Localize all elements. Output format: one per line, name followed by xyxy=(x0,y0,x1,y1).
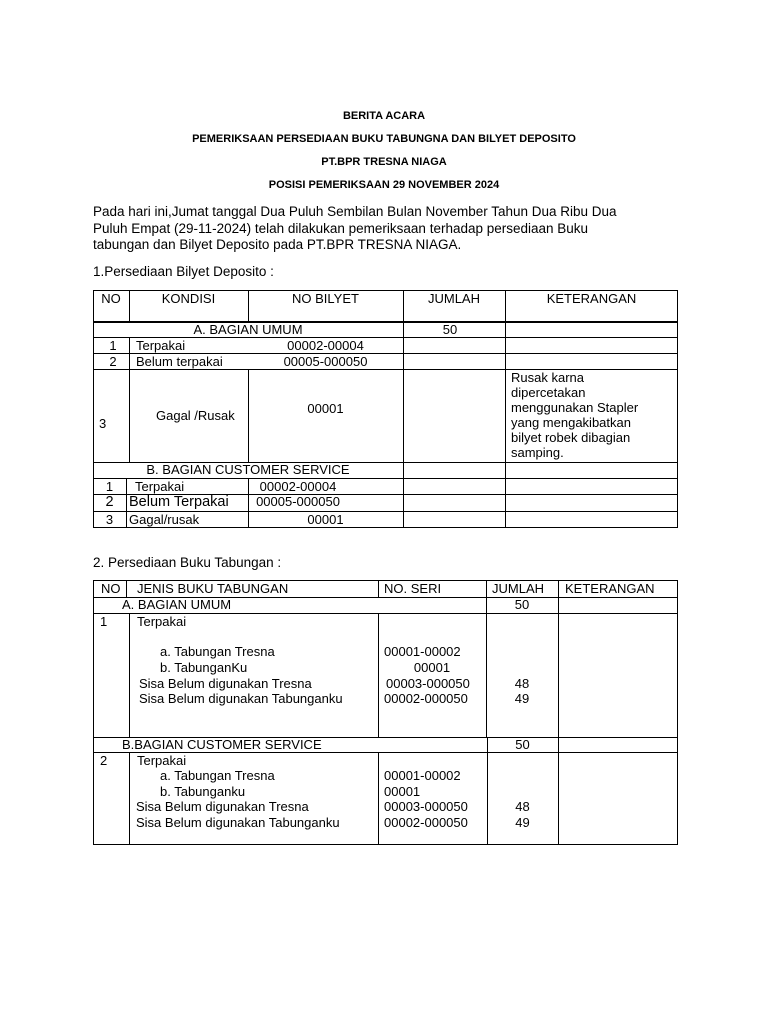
doc-subtitle: PEMERIKSAAN PERSEDIAAN BUKU TABUNGNA DAN BILYET DEPOSITO xyxy=(192,133,576,145)
company-name: PT.BPR TRESNA NIAGA xyxy=(321,156,447,168)
table-row-bilyet: 00002-00004 xyxy=(259,479,337,494)
item-label: Sisa Belum digunakan Tabunganku xyxy=(139,691,343,706)
table-row-no: 3 xyxy=(105,512,114,527)
item-label: Sisa Belum digunakan Tabunganku xyxy=(136,815,340,830)
section1-heading: 1.Persediaan Bilyet Deposito : xyxy=(93,264,274,279)
seri-value: 00003-000050 xyxy=(386,676,470,691)
table-row-kondisi: Gagal /Rusak xyxy=(156,408,235,423)
intro-line: Pada hari ini,Jumat tanggal Dua Puluh Sembilan Bulan November Tahun Dua Ribu Dua xyxy=(93,204,617,219)
terpakai-label: Terpakai xyxy=(137,753,187,768)
item-label: Sisa Belum digunakan Tresna xyxy=(136,799,309,814)
keterangan-text: Rusak karna dipercetakan menggunakan Stapler yang mengakibatkan bilyet robek dibagian samping. xyxy=(511,370,639,460)
table-row-kondisi: Belum terpakai xyxy=(136,354,223,369)
group-jumlah: 50 xyxy=(515,737,530,752)
inspection-date: POSISI PEMERIKSAAN 29 NOVEMBER 2024 xyxy=(268,179,500,191)
item-label: Sisa Belum digunakan Tresna xyxy=(139,676,312,691)
seri-value: 00002-000050 xyxy=(384,691,468,706)
th-jumlah: JUMLAH xyxy=(492,581,545,596)
group-jumlah: 50 xyxy=(442,322,458,337)
seri-value: 00001 xyxy=(384,784,421,799)
item-label: a. Tabungan Tresna xyxy=(160,768,275,783)
group-jumlah: 50 xyxy=(514,597,530,612)
intro-line: Puluh Empat (29-11-2024) telah dilakukan pemeriksaan terhadap persediaan Buku xyxy=(93,220,589,236)
section2-heading: 2. Persediaan Buku Tabungan : xyxy=(93,555,282,570)
table-row-no: 2 xyxy=(100,753,108,768)
th-keterangan: KETERANGAN xyxy=(546,291,637,306)
table-row-kondisi: Gagal/rusak xyxy=(129,512,200,527)
table-row-kondisi: Belum Terpakai xyxy=(129,494,229,510)
intro-line: tabungan dan Bilyet Deposito pada PT.BPR TRESNA NIAGA. xyxy=(93,237,462,252)
item-label: b. TabunganKu xyxy=(160,660,248,675)
table-row-bilyet: 00001 xyxy=(307,512,344,527)
table-row-no: 1 xyxy=(105,479,114,494)
jumlah-value: 48 xyxy=(514,676,530,691)
table-row-kondisi: Terpakai xyxy=(136,338,186,353)
seri-value: 00001 xyxy=(413,660,451,675)
group-bagian-umum: A. BAGIAN UMUM xyxy=(122,597,232,612)
th-no: NO xyxy=(101,581,121,596)
seri-value: 00003-000050 xyxy=(384,799,468,814)
jumlah-value: 48 xyxy=(515,799,530,814)
item-label: b. Tabunganku xyxy=(160,784,246,799)
seri-value: 00002-000050 xyxy=(384,815,468,830)
intro-paragraph xyxy=(93,204,683,254)
table-row-no: 3 xyxy=(99,416,107,431)
table-row-no: 2 xyxy=(109,354,117,369)
th-jenis-buku: JENIS BUKU TABUNGAN xyxy=(137,581,289,596)
doc-title: BERITA ACARA xyxy=(342,110,426,122)
th-no-bilyet: NO BILYET xyxy=(292,291,359,306)
th-no: NO xyxy=(101,291,121,306)
table-row-no: 1 xyxy=(109,338,117,353)
group-bagian-cs: B.BAGIAN CUSTOMER SERVICE xyxy=(122,737,322,752)
table-row-bilyet: 00001 xyxy=(307,401,344,416)
table-row-kondisi: Terpakai xyxy=(135,479,185,494)
th-jumlah: JUMLAH xyxy=(427,291,480,306)
group-bagian-cs: B. BAGIAN CUSTOMER SERVICE xyxy=(146,462,350,477)
jumlah-value: 49 xyxy=(514,691,530,706)
group-bagian-umum: A. BAGIAN UMUM xyxy=(193,322,303,337)
table-row-bilyet: 00005-000050 xyxy=(283,354,368,369)
seri-value: 00001-00002 xyxy=(384,644,461,659)
seri-value: 00001-00002 xyxy=(384,768,461,783)
item-label: a. Tabungan Tresna xyxy=(160,644,275,659)
table-row-no: 2 xyxy=(105,494,114,510)
table-row-no: 1 xyxy=(100,614,108,629)
terpakai-label: Terpakai xyxy=(137,614,187,629)
th-kondisi: KONDISI xyxy=(161,291,216,306)
jumlah-value: 49 xyxy=(515,815,530,830)
th-keterangan: KETERANGAN xyxy=(565,581,655,596)
table-row-bilyet: 00002-00004 xyxy=(287,338,364,353)
th-no-seri: NO. SERI xyxy=(384,581,442,596)
table-row-bilyet: 00005-000050 xyxy=(256,494,340,509)
